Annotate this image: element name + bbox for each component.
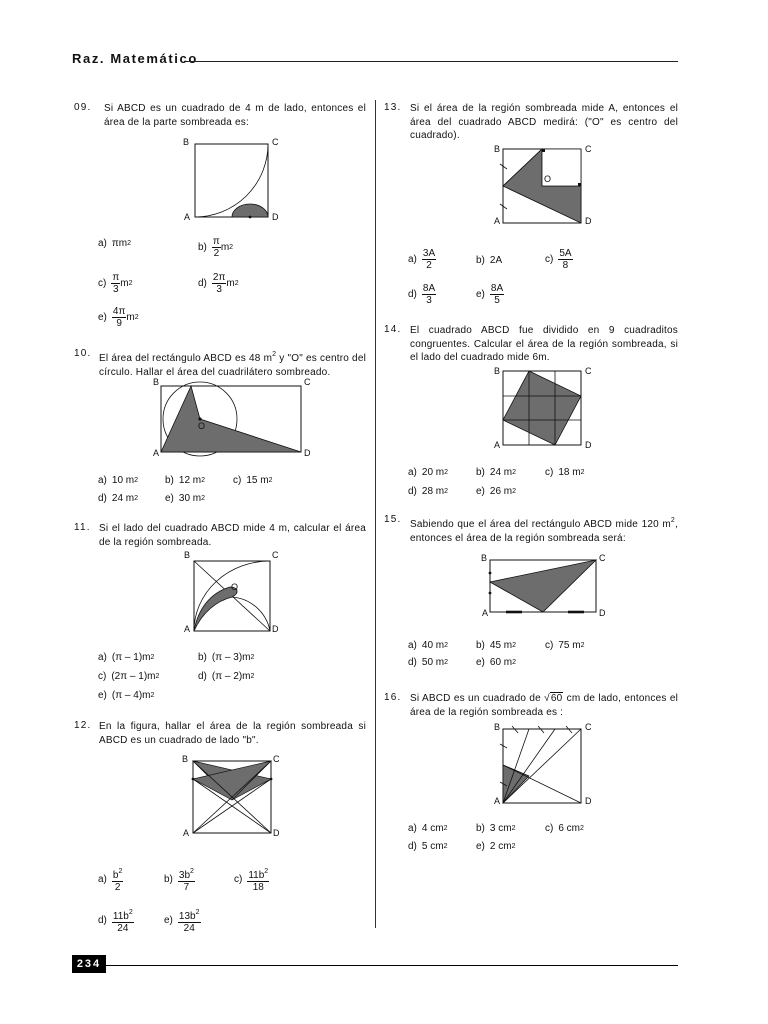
option-value: 2A xyxy=(489,255,503,266)
option-exponent: 2 xyxy=(512,642,517,649)
q10-option-c[interactable] xyxy=(233,475,272,486)
option-unit: m xyxy=(120,278,129,289)
option-label: a) xyxy=(408,254,417,265)
q15-figure xyxy=(486,556,600,616)
q09-text: Si ABCD es un cuadrado de 4 m de lado, entonces el área de la parte sombreada es: xyxy=(104,103,366,128)
option-label: d) xyxy=(408,841,417,852)
q15-text-exponent: 2 xyxy=(670,517,676,524)
option-label: d) xyxy=(198,278,207,289)
option-value: 24 m xyxy=(111,493,135,504)
q13-number: 13. xyxy=(384,102,402,113)
q15-text-part1: Sabiendo que el área del rectángulo ABCD mide 120 m xyxy=(410,519,671,530)
numerator-exponent: 2 xyxy=(190,868,194,875)
numerator-base: 11b xyxy=(248,870,265,881)
fraction-denominator: 3 xyxy=(113,284,119,295)
option-exponent: 2 xyxy=(580,642,585,649)
option-fraction xyxy=(558,248,572,271)
option-label: a) xyxy=(408,467,417,478)
option-exponent: 2 xyxy=(150,692,155,699)
q14-number: 14. xyxy=(384,324,402,335)
option-exponent: 2 xyxy=(511,843,516,850)
q13-option-a[interactable] xyxy=(408,248,436,271)
option-value: 3 cm xyxy=(489,823,512,834)
q10-option-a[interactable] xyxy=(98,475,138,486)
option-fraction xyxy=(247,866,269,893)
q14-vertex-b: B xyxy=(494,366,501,376)
option-value: 20 m xyxy=(421,467,445,478)
q11-option-b[interactable] xyxy=(198,652,254,663)
q16-text-radicand: 60 xyxy=(550,693,563,704)
column-divider xyxy=(375,100,376,928)
q09-option-b[interactable] xyxy=(198,236,233,259)
q14-option-a[interactable] xyxy=(408,467,448,478)
option-fraction xyxy=(178,866,195,893)
q16-vertex-c: C xyxy=(585,722,592,732)
fraction-numerator: π xyxy=(112,272,120,283)
fraction-denominator: 2 xyxy=(213,248,220,259)
option-value: (π – 4)m xyxy=(111,690,151,701)
fraction-numerator xyxy=(178,866,195,882)
q16-text-part2: cm de lado, entonces el área de la región sombreada es : xyxy=(410,693,678,718)
q13-vertex-d: D xyxy=(585,216,592,226)
option-value: 6 cm xyxy=(558,823,581,834)
q10-vertex-c: C xyxy=(304,377,311,387)
option-label: c) xyxy=(98,671,107,682)
option-label: c) xyxy=(233,475,242,486)
option-fraction xyxy=(212,272,226,295)
option-exponent: 2 xyxy=(134,314,139,321)
q12-vertex-d: D xyxy=(273,828,280,838)
q09-number: 09. xyxy=(74,102,92,113)
q12-figure xyxy=(188,756,278,836)
q12-vertex-c: C xyxy=(273,754,280,764)
numerator-base: 3b xyxy=(178,870,191,881)
q11-vertex-d: D xyxy=(272,624,279,634)
fraction-denominator: 18 xyxy=(252,882,264,893)
option-label: b) xyxy=(164,874,173,885)
fraction-denominator: 8 xyxy=(562,260,569,271)
option-value: 45 m xyxy=(489,640,513,651)
option-fraction xyxy=(422,283,436,306)
option-label: d) xyxy=(408,657,417,668)
option-label: a) xyxy=(98,475,107,486)
q16-figure xyxy=(498,724,588,806)
numerator-base: 11b xyxy=(112,911,129,922)
q15-option-b[interactable] xyxy=(476,640,516,651)
q11-option-d[interactable] xyxy=(198,671,254,682)
option-label: b) xyxy=(198,242,207,253)
fraction-numerator xyxy=(112,907,134,923)
option-fraction xyxy=(490,283,504,306)
option-label: b) xyxy=(476,255,485,266)
q14-option-e[interactable] xyxy=(476,486,516,497)
option-label: a) xyxy=(408,823,417,834)
option-label: e) xyxy=(476,486,485,497)
q10-figure xyxy=(155,380,315,460)
q11-vertex-b: B xyxy=(184,550,191,560)
fraction-numerator xyxy=(112,866,123,882)
q16-option-e[interactable] xyxy=(476,841,515,852)
option-label: d) xyxy=(408,289,417,300)
option-exponent: 2 xyxy=(444,469,449,476)
fraction-denominator: 7 xyxy=(183,882,190,893)
option-label: b) xyxy=(198,652,207,663)
q10-number: 10. xyxy=(74,348,92,359)
q14-text: El cuadrado ABCD fue dividido en 9 cuadraditos congruentes. Calcular el área de la región sombreada, si el lado del cuadrado mide 6m. xyxy=(410,325,678,363)
option-exponent: 2 xyxy=(511,825,516,832)
numerator-exponent: 2 xyxy=(128,909,133,916)
q12-option-b[interactable] xyxy=(164,866,195,893)
option-label: b) xyxy=(476,467,485,478)
option-exponent: 2 xyxy=(443,825,448,832)
option-exponent: 2 xyxy=(580,469,585,476)
fraction-denominator: 24 xyxy=(117,923,129,934)
q10-vertex-a: A xyxy=(153,448,160,458)
option-value: (π – 2)m xyxy=(211,671,251,682)
q16-vertex-a: A xyxy=(494,796,501,806)
option-value: 15 m xyxy=(246,475,269,486)
q16-text xyxy=(410,692,678,719)
q11-text: Si el lado del cuadrado ABCD mide 4 m, calcular el área de la región sombreada. xyxy=(99,523,366,548)
q13-figure xyxy=(498,144,588,226)
option-label: e) xyxy=(476,289,485,300)
q15-vertex-d: D xyxy=(599,608,606,618)
q09-option-e[interactable] xyxy=(98,306,139,329)
option-exponent: 2 xyxy=(134,477,139,484)
option-label: b) xyxy=(165,475,174,486)
q16-number: 16. xyxy=(384,692,402,703)
option-label: a) xyxy=(408,640,417,651)
q10-option-b[interactable] xyxy=(165,475,205,486)
option-value: 18 m xyxy=(558,467,581,478)
fraction-denominator: 5 xyxy=(494,295,500,306)
option-exponent: 2 xyxy=(444,659,449,666)
q11-vertex-o: O xyxy=(231,582,239,592)
numerator-exponent: 2 xyxy=(264,868,269,875)
option-exponent: 2 xyxy=(234,280,239,287)
q10-option-d[interactable] xyxy=(98,493,138,504)
option-label: b) xyxy=(476,823,485,834)
option-label: d) xyxy=(98,915,107,926)
option-label: d) xyxy=(198,671,207,682)
q11-number: 11. xyxy=(74,522,91,533)
fraction-numerator: 5A xyxy=(559,248,572,259)
option-value: (π – 1)m xyxy=(111,652,151,663)
option-label: e) xyxy=(476,657,485,668)
q16-option-b[interactable] xyxy=(476,823,515,834)
option-exponent: 2 xyxy=(580,825,584,832)
option-exponent: 2 xyxy=(155,673,160,680)
fraction-numerator: 4π xyxy=(112,306,126,317)
q09-option-a[interactable] xyxy=(98,238,131,249)
option-fraction xyxy=(112,306,126,329)
q13-option-d[interactable] xyxy=(408,283,436,306)
option-fraction xyxy=(112,866,123,893)
q12-option-e[interactable] xyxy=(164,907,201,934)
q15-option-d[interactable] xyxy=(408,657,448,668)
option-value: 4 cm xyxy=(421,823,444,834)
option-exponent: 2 xyxy=(250,654,255,661)
option-fraction xyxy=(178,907,201,934)
option-value: 75 m xyxy=(558,640,581,651)
option-label: a) xyxy=(98,238,107,249)
header-rule xyxy=(184,61,678,62)
option-exponent: 2 xyxy=(201,495,206,502)
q13-option-e[interactable] xyxy=(476,283,504,306)
q11-option-e[interactable] xyxy=(98,690,154,701)
fraction-denominator: 2 xyxy=(114,882,121,893)
fraction-denominator: 3 xyxy=(426,295,432,306)
option-exponent: 2 xyxy=(134,495,139,502)
q12-text: En la figura, hallar el área de la región sombreada si ABCD es un cuadrado de lado "b". xyxy=(99,721,366,746)
option-exponent: 2 xyxy=(250,673,255,680)
fraction-denominator: 2 xyxy=(426,260,432,271)
q15-vertex-a: A xyxy=(482,608,489,618)
q15-vertex-c: C xyxy=(599,553,606,563)
option-unit: m xyxy=(226,278,235,289)
q09-vertex-c: C xyxy=(272,137,279,147)
q16-text-part1: Si ABCD es un cuadrado de xyxy=(410,693,545,704)
option-value: 12 m xyxy=(178,475,202,486)
q16-option-c[interactable] xyxy=(545,823,584,834)
page-number: 234 xyxy=(72,955,106,973)
fraction-denominator: 9 xyxy=(116,318,122,329)
option-unit: m xyxy=(126,312,135,323)
option-label: e) xyxy=(165,493,174,504)
q10-vertex-o: O xyxy=(198,421,206,431)
q13-vertex-b: B xyxy=(494,144,501,154)
q10-vertex-d: D xyxy=(304,448,311,458)
q13-vertex-o: O xyxy=(544,174,552,184)
option-value: 28 m xyxy=(421,486,445,497)
option-exponent: 2 xyxy=(229,244,234,251)
option-value: (π – 3)m xyxy=(211,652,251,663)
option-exponent: 2 xyxy=(128,280,133,287)
option-label: c) xyxy=(545,467,554,478)
q12-option-c[interactable] xyxy=(234,866,269,893)
option-fraction xyxy=(422,248,436,271)
q10-text-part2: y "O" es centro del círculo. Hallar el área del cuadrilátero sombreado. xyxy=(99,353,366,378)
q14-option-d[interactable] xyxy=(408,486,448,497)
numerator-exponent: 2 xyxy=(118,868,123,875)
q16-vertex-b: B xyxy=(494,722,501,732)
q14-figure xyxy=(498,366,588,448)
option-label: c) xyxy=(545,823,554,834)
q15-option-c[interactable] xyxy=(545,640,584,651)
option-value: πm xyxy=(111,238,128,249)
option-value: 50 m xyxy=(421,657,445,668)
q09-option-d[interactable] xyxy=(198,272,239,295)
option-exponent: 2 xyxy=(201,477,206,484)
q09-vertex-a: A xyxy=(184,212,191,222)
q14-vertex-c: C xyxy=(585,366,592,376)
option-label: a) xyxy=(98,652,107,663)
q12-vertex-a: A xyxy=(183,828,190,838)
q11-vertex-a: A xyxy=(184,624,191,634)
q12-number: 12. xyxy=(74,720,92,731)
option-label: d) xyxy=(98,493,107,504)
option-exponent: 2 xyxy=(512,659,517,666)
numerator-exponent: 2 xyxy=(195,909,200,916)
option-label: d) xyxy=(408,486,417,497)
q15-vertex-b: B xyxy=(481,553,488,563)
q12-option-d[interactable] xyxy=(98,907,134,934)
fraction-numerator: 8A xyxy=(490,283,504,294)
option-value: 10 m xyxy=(111,475,135,486)
q11-option-a[interactable] xyxy=(98,652,154,663)
fraction-numerator: π xyxy=(212,236,220,247)
option-label: e) xyxy=(98,312,107,323)
q12-option-a[interactable] xyxy=(98,866,123,893)
fraction-denominator: 24 xyxy=(183,923,195,934)
fraction-numerator xyxy=(178,907,201,923)
q13-option-b[interactable] xyxy=(476,255,502,266)
option-value: 30 m xyxy=(178,493,202,504)
option-label: b) xyxy=(476,640,485,651)
q16-option-a[interactable] xyxy=(408,823,447,834)
option-unit: m xyxy=(220,242,230,253)
q10-vertex-b: B xyxy=(153,377,160,387)
option-exponent: 2 xyxy=(443,843,448,850)
option-label: e) xyxy=(476,841,485,852)
q14-vertex-a: A xyxy=(494,440,501,450)
option-value: 60 m xyxy=(489,657,513,668)
option-exponent: 2 xyxy=(512,488,517,495)
q14-option-c[interactable] xyxy=(545,467,584,478)
option-value: 40 m xyxy=(421,640,445,651)
fraction-numerator: 8A xyxy=(422,283,436,294)
q09-vertex-b: B xyxy=(183,137,190,147)
option-exponent: 2 xyxy=(444,488,449,495)
q11-option-c[interactable] xyxy=(98,671,159,682)
q13-vertex-a: A xyxy=(494,216,501,226)
q15-number: 15. xyxy=(384,514,402,525)
page-header-title: Raz. Matemático xyxy=(72,51,198,66)
option-exponent: 2 xyxy=(150,654,155,661)
q14-vertex-d: D xyxy=(585,440,592,450)
option-label: c) xyxy=(234,874,243,885)
q13-option-c[interactable] xyxy=(545,248,573,271)
fraction-numerator: 3A xyxy=(422,248,436,259)
q14-option-b[interactable] xyxy=(476,467,516,478)
option-fraction xyxy=(212,236,221,259)
q10-option-e[interactable] xyxy=(165,493,205,504)
option-exponent: 2 xyxy=(444,642,449,649)
option-value: 26 m xyxy=(489,486,513,497)
q15-option-a[interactable] xyxy=(408,640,448,651)
fraction-numerator: 2π xyxy=(212,272,226,283)
q15-text-part2: , entonces el área de la región sombreada será: xyxy=(410,519,678,544)
option-label: c) xyxy=(98,278,107,289)
option-fraction xyxy=(111,272,120,295)
option-label: c) xyxy=(545,640,554,651)
option-label: e) xyxy=(164,915,173,926)
option-value: (2π – 1)m xyxy=(111,671,156,682)
option-exponent: 2 xyxy=(127,240,132,247)
q11-vertex-c: C xyxy=(272,550,279,560)
q09-vertex-d: D xyxy=(272,212,279,222)
q10-text-part1: El área del rectángulo ABCD es 48 m xyxy=(99,353,273,364)
option-exponent: 2 xyxy=(512,469,517,476)
q12-vertex-b: B xyxy=(182,754,189,764)
numerator-base: 13b xyxy=(178,911,196,922)
q10-text xyxy=(99,348,366,379)
numerator-base: b xyxy=(112,870,119,881)
q16-vertex-d: D xyxy=(585,796,592,806)
option-value: 2 cm xyxy=(489,841,512,852)
option-value: 24 m xyxy=(489,467,513,478)
q13-text: Si el área de la región sombreada mide A, entonces el área del cuadrado ABCD medirá: ("O" es centro del cuadrado). xyxy=(410,103,678,141)
q10-text-exponent: 2 xyxy=(272,351,277,358)
option-label: e) xyxy=(98,690,107,701)
q09-option-c[interactable] xyxy=(98,272,133,295)
option-value: 5 cm xyxy=(421,841,444,852)
option-fraction xyxy=(112,907,134,934)
q11-figure xyxy=(188,555,278,635)
fraction-denominator: 3 xyxy=(216,284,222,295)
q16-option-d[interactable] xyxy=(408,841,447,852)
sqrt-symbol: √ xyxy=(544,693,550,704)
q13-vertex-c: C xyxy=(585,144,592,154)
footer-rule xyxy=(106,965,678,966)
fraction-numerator xyxy=(247,866,269,882)
q15-text xyxy=(410,514,678,545)
q15-option-e[interactable] xyxy=(476,657,516,668)
option-exponent: 2 xyxy=(268,477,273,484)
option-label: a) xyxy=(98,874,107,885)
option-label: c) xyxy=(545,254,554,265)
